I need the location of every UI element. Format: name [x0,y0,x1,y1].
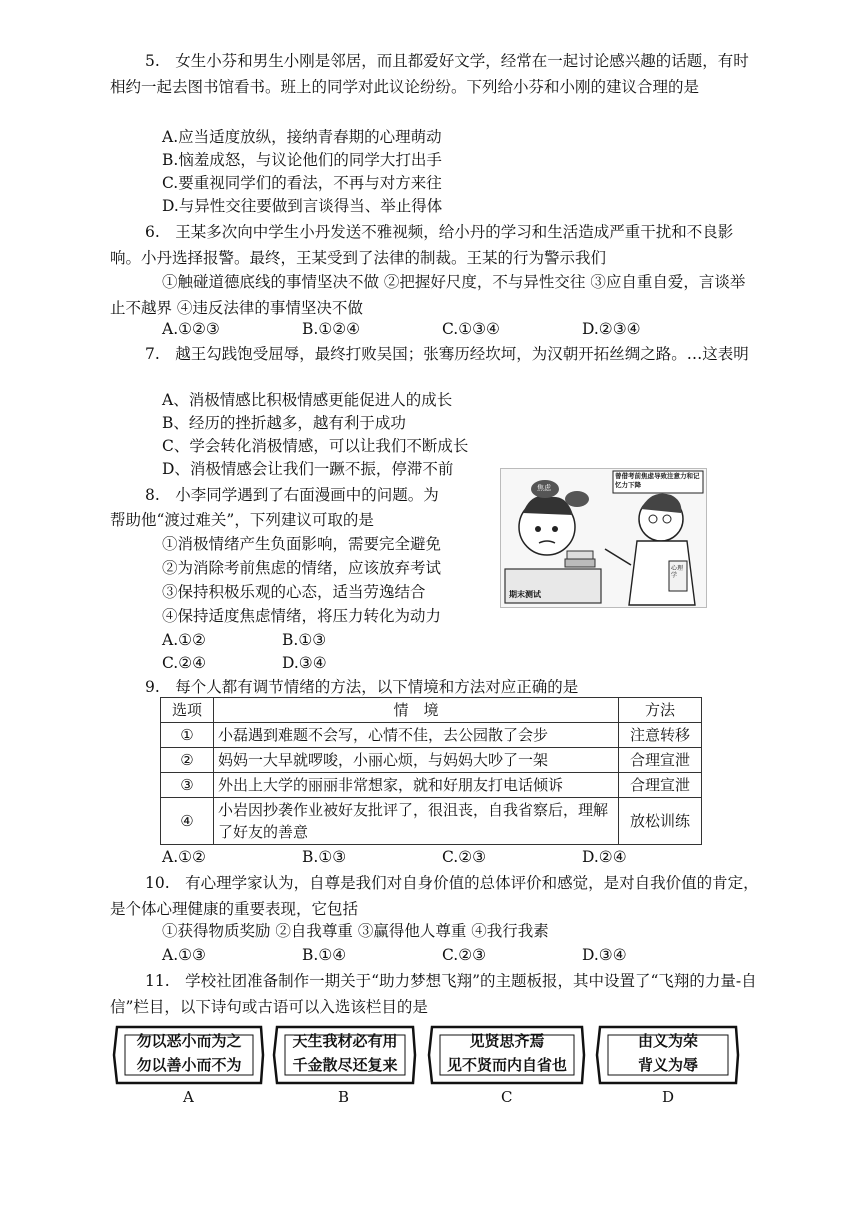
q8-option-c: C.②④ [162,654,207,672]
comic-bubble-text: 焦虑 [537,484,551,492]
q8-item-2: ②为消除考前焦虑的情绪，应该放弃考试 [162,559,442,577]
table-cell-option: ③ [161,773,214,798]
card-d-letter: D [662,1088,675,1106]
q8-stem-line1: 8. 小李同学遇到了右面漫画中的问题。为 [145,486,439,504]
card-c-letter: C [501,1088,513,1106]
card-d [594,1021,742,1089]
q6-option-c: C.①③④ [442,320,500,338]
q8-item-4: ④保持适度焦虑情绪，将压力转化为动力 [162,607,442,625]
card-b-letter: B [338,1088,350,1106]
card-c [426,1021,588,1089]
table-cell-situation: 外出上大学的丽丽非常想家，就和好朋友打电话倾诉 [214,773,619,798]
table-cell-method: 合理宣泄 [619,773,702,798]
q10-option-a: A.①③ [162,946,206,964]
card-c-text [426,1029,588,1077]
q10-option-b: B.①④ [302,946,347,964]
q6-option-a: A.①②③ [162,320,220,338]
card-d-text [594,1029,742,1077]
q8-option-a: A.①② [162,631,206,649]
q8-option-b: B.①③ [282,631,327,649]
q7-option-a: A、消极情感比积极情感更能促进人的成长 [162,391,453,409]
card-a-line1: 勿以恶小而为之 [136,1032,242,1050]
table-cell-option: ② [161,748,214,773]
card-a-letter: A [183,1088,194,1106]
table-cell-method: 放松训练 [619,798,702,845]
table-row [161,723,702,748]
card-d-line1: 由义为荣 [637,1032,698,1050]
comic-speech-text: 曾借考前焦虑导致注意力和记忆力下降 [615,472,700,489]
comic-desk-label: 期末测试 [509,590,541,599]
table-cell-method: 合理宣泄 [619,748,702,773]
q10-items: ①获得物质奖励 ②自我尊重 ③赢得他人尊重 ④我行我素 [162,922,549,940]
table-row [161,798,702,845]
q8-item-1: ①消极情绪产生负面影响，需要完全避免 [162,535,442,553]
card-c-line1: 见贤思齐焉 [469,1032,545,1050]
anxiety-comic-illustration [500,468,707,608]
comic-book-label: 心理学 [671,565,684,579]
table-cell-situation: 小岩因抄袭作业被好友批评了，很沮丧，自我省察后，理解了好友的善意 [214,798,619,845]
q6-stem: 6. 王某多次向中学生小丹发送不雅视频，给小丹的学习和生活造成严重干扰和不良影响。小丹选择报警。最终，王某受到了法律的制裁。王某的行为警示我们 [110,223,734,267]
table-cell-option: ① [161,723,214,748]
table-cell-method: 注意转移 [619,723,702,748]
q11-stem: 11. 学校社团准备制作一期关于“助力梦想飞翔”的主题板报，其中设置了“飞翔的力量-自信”栏目，以下诗句或古语可以入选该栏目的是 [110,972,757,1016]
card-b-line2: 千金散尽还复来 [292,1056,398,1074]
q10-stem: 10. 有心理学家认为，自尊是我们对自身价值的总体评价和感觉，是对自我价值的肯定，是个体心理健康的重要表现，它包括 [110,874,759,918]
q10-option-c: C.②③ [442,946,487,964]
emotion-methods-table [160,697,702,845]
q8-options-row2 [162,652,402,674]
table-header-row [161,698,702,723]
q8-stem-line2: 帮助他“渡过难关”，下列建议可取的是 [110,511,374,529]
q5-option-b: B.恼羞成怒，与议论他们的同学大打出手 [162,151,442,169]
table-header-option: 选项 [161,698,214,723]
card-a-line2: 勿以善小而不为 [136,1056,242,1074]
q10-options [162,944,722,966]
card-b [271,1021,419,1089]
table-row [161,773,702,798]
q5-option-d: D.与异性交往要做到言谈得当、举止得体 [162,197,443,215]
q10-option-d: D.③④ [582,946,627,964]
q6-options [162,318,722,340]
q8-options-row1 [162,629,402,651]
q9-option-b: B.①③ [302,848,347,866]
q5-option-c: C.要重视同学们的看法，不再与对方来往 [162,174,442,192]
q7-option-c: C、学会转化消极情感，可以让我们不断成长 [162,437,469,455]
table-cell-option: ④ [161,798,214,845]
q6-items: ①触碰道德底线的事情坚决不做 ②把握好尺度，不与异性交往 ③应自重自爱，言谈举止不越界 ④违反法律的事情坚决不做 [110,273,746,317]
q9-stem: 9. 每个人都有调节情绪的方法，以下情境和方法对应正确的是 [145,678,579,696]
table-cell-situation: 小磊遇到难题不会写，心情不佳，去公园散了会步 [214,723,619,748]
q7-option-d: D、消极情感会让我们一蹶不振，停滞不前 [162,460,454,478]
q6-option-d: D.②③④ [582,320,641,338]
card-c-line2: 见不贤而内自省也 [446,1056,567,1074]
table-cell-situation: 妈妈一大早就啰唆，小丽心烦，与妈妈大吵了一架 [214,748,619,773]
q9-option-a: A.①② [162,848,206,866]
q5-option-a: A.应当适度放纵，接纳青春期的心理萌动 [162,128,442,146]
q8-item-3: ③保持积极乐观的心态，适当劳逸结合 [162,583,426,601]
q5-stem: 5. 女生小芬和男生小刚是邻居，而且都爱好文学，经常在一起讨论感兴趣的话题，有时相约一起去图书馆看书。班上的同学对此议论纷纷。下列给小芬和小刚的建议合理的是 [110,52,749,96]
q9-options [162,846,722,868]
card-d-line2: 背义为辱 [637,1056,698,1074]
q7-stem: 7. 越王勾践饱受屈辱，最终打败吴国；张骞历经坎坷，为汉朝开拓丝绸之路。…这表明 [145,345,749,363]
q7-option-b: B、经历的挫折越多，越有利于成功 [162,414,406,432]
table-header-method: 方法 [619,698,702,723]
card-a-text [111,1029,267,1077]
q8-option-d: D.③④ [282,654,327,672]
q6-option-b: B.①②④ [302,320,361,338]
card-b-text [271,1029,419,1077]
q9-option-d: D.②④ [582,848,627,866]
table-header-situation: 情 境 [214,698,619,723]
table-row [161,748,702,773]
card-b-line1: 天生我材必有用 [292,1032,398,1050]
card-a [111,1021,267,1089]
q9-option-c: C.②③ [442,848,487,866]
